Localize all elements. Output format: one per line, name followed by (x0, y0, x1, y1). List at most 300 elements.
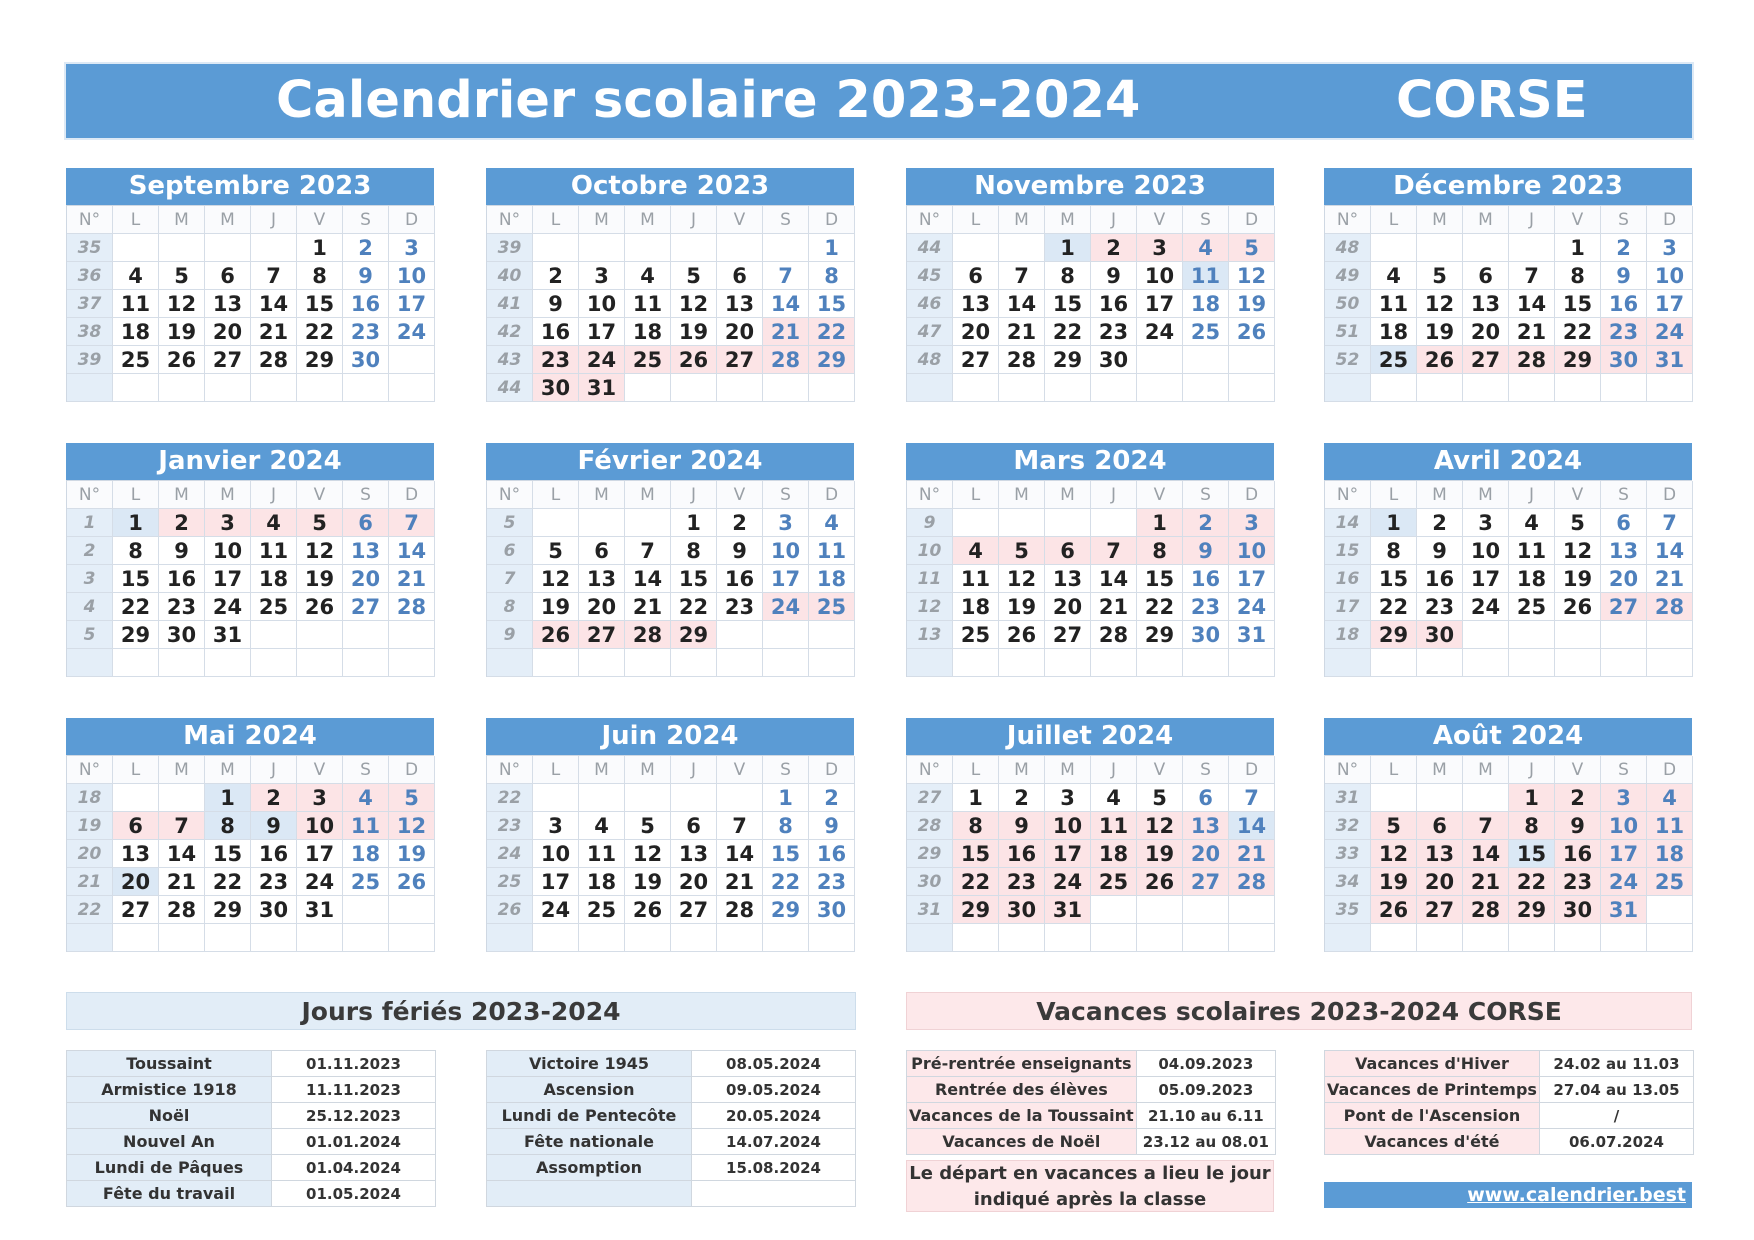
day-header: M (1417, 206, 1463, 234)
day-cell (389, 649, 435, 677)
day-cell: 29 (205, 896, 251, 924)
day-cell: 26 (1137, 868, 1183, 896)
day-cell: 26 (533, 621, 579, 649)
day-cell: 1 (297, 234, 343, 262)
day-header: S (763, 756, 809, 784)
day-cell: 18 (625, 318, 671, 346)
day-header: M (579, 756, 625, 784)
week-number (1325, 924, 1371, 952)
day-cell: 14 (625, 565, 671, 593)
day-cell (717, 621, 763, 649)
day-cell: 1 (1137, 509, 1183, 537)
day-cell: 17 (1463, 565, 1509, 593)
day-cell (717, 374, 763, 402)
day-cell (1509, 374, 1555, 402)
day-cell: 12 (1229, 262, 1275, 290)
day-cell: 13 (1601, 537, 1647, 565)
day-cell: 7 (1509, 262, 1555, 290)
day-cell: 6 (579, 537, 625, 565)
day-cell: 1 (1045, 234, 1091, 262)
day-cell: 8 (1371, 537, 1417, 565)
month-grid (66, 205, 434, 402)
week-number: 45 (907, 262, 953, 290)
day-header: D (1229, 756, 1275, 784)
day-cell: 6 (1183, 784, 1229, 812)
day-cell (343, 621, 389, 649)
day-cell: 18 (809, 565, 855, 593)
day-cell: 15 (1371, 565, 1417, 593)
day-cell: 12 (159, 290, 205, 318)
day-cell (1229, 924, 1275, 952)
day-cell: 18 (1371, 318, 1417, 346)
day-cell: 27 (1601, 593, 1647, 621)
day-cell: 21 (999, 318, 1045, 346)
day-cell: 19 (1371, 868, 1417, 896)
day-cell: 28 (763, 346, 809, 374)
day-header: V (717, 481, 763, 509)
day-header: J (1509, 481, 1555, 509)
day-cell (999, 509, 1045, 537)
day-header: S (1183, 756, 1229, 784)
day-cell: 21 (717, 868, 763, 896)
ferie-label: Toussaint (67, 1051, 272, 1077)
day-cell (625, 649, 671, 677)
day-cell (809, 649, 855, 677)
day-header: V (297, 481, 343, 509)
week-number: 16 (1325, 565, 1371, 593)
ferie-row (487, 1129, 856, 1155)
day-header: J (251, 756, 297, 784)
day-cell: 7 (763, 262, 809, 290)
day-cell: 30 (1183, 621, 1229, 649)
day-cell: 27 (205, 346, 251, 374)
month-calendar (66, 443, 434, 677)
day-cell: 5 (671, 262, 717, 290)
week-number: 18 (1325, 621, 1371, 649)
ferie-row (487, 1103, 856, 1129)
month-grid (1324, 205, 1692, 402)
day-cell (343, 924, 389, 952)
website-link[interactable]: www.calendrier.best (1324, 1182, 1692, 1208)
month-title: Septembre 2023 (66, 168, 434, 205)
day-cell: 2 (251, 784, 297, 812)
week-number: 31 (907, 896, 953, 924)
day-header: S (1601, 206, 1647, 234)
day-header: D (389, 756, 435, 784)
day-cell: 14 (717, 840, 763, 868)
day-cell: 10 (579, 290, 625, 318)
ferie-label: Lundi de Pentecôte (487, 1103, 692, 1129)
week-number: 20 (67, 840, 113, 868)
day-cell: 11 (1509, 537, 1555, 565)
day-cell: 22 (205, 868, 251, 896)
day-cell (1091, 896, 1137, 924)
day-cell: 13 (1417, 840, 1463, 868)
day-cell: 8 (809, 262, 855, 290)
day-cell: 21 (1229, 840, 1275, 868)
month-title: Août 2024 (1324, 718, 1692, 755)
day-cell: 8 (205, 812, 251, 840)
day-cell: 19 (297, 565, 343, 593)
day-cell: 7 (389, 509, 435, 537)
day-cell (763, 374, 809, 402)
day-cell: 6 (113, 812, 159, 840)
day-cell: 8 (1045, 262, 1091, 290)
day-header: N° (1325, 206, 1371, 234)
week-number: 25 (487, 868, 533, 896)
day-cell (1647, 374, 1693, 402)
day-cell: 21 (1509, 318, 1555, 346)
day-cell (533, 784, 579, 812)
day-cell: 3 (205, 509, 251, 537)
day-cell: 14 (1463, 840, 1509, 868)
day-cell: 27 (953, 346, 999, 374)
day-header: M (205, 206, 251, 234)
day-cell: 11 (251, 537, 297, 565)
vacance-row (1325, 1051, 1694, 1077)
day-cell: 23 (343, 318, 389, 346)
day-cell: 20 (1417, 868, 1463, 896)
day-cell (1463, 374, 1509, 402)
day-cell: 15 (1555, 290, 1601, 318)
day-cell: 4 (809, 509, 855, 537)
vacance-row (1325, 1103, 1694, 1129)
day-header: S (763, 206, 809, 234)
ferie-row (487, 1181, 856, 1207)
day-header: N° (907, 206, 953, 234)
ferie-label (487, 1181, 692, 1207)
day-cell: 7 (1463, 812, 1509, 840)
day-cell (251, 649, 297, 677)
day-header: J (1091, 481, 1137, 509)
vacance-label: Rentrée des élèves (907, 1077, 1137, 1103)
day-cell (763, 649, 809, 677)
day-cell: 31 (579, 374, 625, 402)
day-cell: 18 (343, 840, 389, 868)
vacance-date: 05.09.2023 (1136, 1077, 1275, 1103)
day-cell: 21 (1647, 565, 1693, 593)
day-header: L (1371, 206, 1417, 234)
day-cell: 22 (671, 593, 717, 621)
ferie-row (487, 1051, 856, 1077)
day-header: J (251, 481, 297, 509)
day-header: N° (1325, 756, 1371, 784)
day-cell: 21 (625, 593, 671, 621)
day-cell (717, 649, 763, 677)
week-number: 29 (907, 840, 953, 868)
month-grid (486, 480, 854, 677)
ferie-date: 01.01.2024 (272, 1129, 436, 1155)
vacance-date: 27.04 au 13.05 (1539, 1077, 1693, 1103)
day-cell: 11 (809, 537, 855, 565)
day-cell: 19 (999, 593, 1045, 621)
vacance-row (907, 1129, 1276, 1155)
day-cell: 4 (579, 812, 625, 840)
day-cell (1183, 896, 1229, 924)
week-number: 10 (907, 537, 953, 565)
day-cell: 3 (1229, 509, 1275, 537)
day-header: J (1091, 206, 1137, 234)
day-cell: 9 (717, 537, 763, 565)
week-number: 46 (907, 290, 953, 318)
week-number: 14 (1325, 509, 1371, 537)
day-cell (625, 924, 671, 952)
day-cell: 3 (579, 262, 625, 290)
day-cell: 14 (1091, 565, 1137, 593)
day-header: L (533, 206, 579, 234)
day-cell: 27 (113, 896, 159, 924)
month-title: Mars 2024 (906, 443, 1274, 480)
day-cell: 9 (1183, 537, 1229, 565)
day-cell (159, 924, 205, 952)
day-cell: 12 (625, 840, 671, 868)
day-header: V (1137, 206, 1183, 234)
day-cell (1509, 621, 1555, 649)
day-cell: 10 (205, 537, 251, 565)
day-cell: 16 (159, 565, 205, 593)
day-cell: 8 (1509, 812, 1555, 840)
day-cell: 26 (999, 621, 1045, 649)
day-cell (205, 374, 251, 402)
week-number: 12 (907, 593, 953, 621)
day-cell: 21 (159, 868, 205, 896)
day-cell: 16 (809, 840, 855, 868)
month-title: Juillet 2024 (906, 718, 1274, 755)
day-cell: 11 (1183, 262, 1229, 290)
day-cell: 24 (1647, 318, 1693, 346)
day-cell: 20 (671, 868, 717, 896)
vacance-date: 21.10 au 6.11 (1136, 1103, 1275, 1129)
day-cell: 27 (579, 621, 625, 649)
day-cell: 18 (579, 868, 625, 896)
day-cell (579, 234, 625, 262)
day-cell: 8 (671, 537, 717, 565)
day-cell: 21 (389, 565, 435, 593)
day-cell: 26 (389, 868, 435, 896)
day-cell (999, 374, 1045, 402)
day-cell: 1 (1371, 509, 1417, 537)
day-cell: 13 (953, 290, 999, 318)
day-cell: 25 (1647, 868, 1693, 896)
day-cell (1371, 649, 1417, 677)
day-cell: 17 (1647, 290, 1693, 318)
day-cell: 14 (251, 290, 297, 318)
day-header: M (1045, 481, 1091, 509)
day-cell: 25 (953, 621, 999, 649)
day-cell: 30 (533, 374, 579, 402)
day-header: M (999, 481, 1045, 509)
day-header: M (1417, 481, 1463, 509)
day-cell (763, 234, 809, 262)
week-number: 39 (487, 234, 533, 262)
ferie-row (67, 1077, 436, 1103)
day-cell: 24 (205, 593, 251, 621)
day-cell: 29 (1509, 896, 1555, 924)
day-cell: 2 (1183, 509, 1229, 537)
day-cell: 22 (1555, 318, 1601, 346)
day-header: V (1137, 756, 1183, 784)
day-header: L (1371, 756, 1417, 784)
ferie-date: 14.07.2024 (692, 1129, 856, 1155)
day-header: J (671, 206, 717, 234)
day-cell (1509, 649, 1555, 677)
day-cell (1647, 924, 1693, 952)
week-number: 41 (487, 290, 533, 318)
day-header: N° (487, 756, 533, 784)
ferie-date: 25.12.2023 (272, 1103, 436, 1129)
day-cell: 8 (1555, 262, 1601, 290)
day-header: M (1045, 206, 1091, 234)
day-cell: 4 (1509, 509, 1555, 537)
ferie-date: 01.04.2024 (272, 1155, 436, 1181)
week-number: 24 (487, 840, 533, 868)
day-cell: 9 (1417, 537, 1463, 565)
ferie-date: 11.11.2023 (272, 1077, 436, 1103)
month-grid (1324, 755, 1692, 952)
day-cell (625, 784, 671, 812)
day-cell: 13 (113, 840, 159, 868)
day-cell: 9 (159, 537, 205, 565)
week-number: 6 (487, 537, 533, 565)
day-cell (297, 374, 343, 402)
day-cell: 24 (1229, 593, 1275, 621)
day-cell: 12 (1555, 537, 1601, 565)
day-cell: 22 (953, 868, 999, 896)
day-cell: 10 (1045, 812, 1091, 840)
day-cell (1555, 924, 1601, 952)
day-header: N° (1325, 481, 1371, 509)
day-cell: 28 (159, 896, 205, 924)
week-number: 9 (487, 621, 533, 649)
week-number: 48 (1325, 234, 1371, 262)
day-cell: 10 (763, 537, 809, 565)
vacances-table-right (1324, 1050, 1694, 1155)
day-cell: 31 (1045, 896, 1091, 924)
day-cell (1417, 924, 1463, 952)
day-cell (533, 649, 579, 677)
month-title: Octobre 2023 (486, 168, 854, 205)
day-cell: 20 (1183, 840, 1229, 868)
day-cell: 31 (1229, 621, 1275, 649)
day-cell: 9 (533, 290, 579, 318)
day-cell: 15 (671, 565, 717, 593)
day-cell: 26 (1229, 318, 1275, 346)
day-header: M (625, 206, 671, 234)
day-cell: 23 (159, 593, 205, 621)
day-cell: 30 (809, 896, 855, 924)
day-cell: 3 (1463, 509, 1509, 537)
vacance-label: Pré-rentrée enseignants (907, 1051, 1137, 1077)
day-cell: 15 (297, 290, 343, 318)
day-header: S (1183, 206, 1229, 234)
month-calendar (66, 168, 434, 402)
day-cell: 26 (297, 593, 343, 621)
vacance-row (1325, 1129, 1694, 1155)
day-cell (579, 649, 625, 677)
day-cell (999, 234, 1045, 262)
day-cell: 3 (389, 234, 435, 262)
ferie-label: Lundi de Pâques (67, 1155, 272, 1181)
day-cell: 14 (1647, 537, 1693, 565)
month-calendar (486, 443, 854, 677)
week-number: 4 (67, 593, 113, 621)
week-number: 44 (487, 374, 533, 402)
day-cell (1183, 924, 1229, 952)
vacance-label: Vacances de la Toussaint (907, 1103, 1137, 1129)
day-cell: 16 (1601, 290, 1647, 318)
ferie-label: Armistice 1918 (67, 1077, 272, 1103)
day-cell (1601, 649, 1647, 677)
month-calendar (906, 443, 1274, 677)
day-cell: 24 (1601, 868, 1647, 896)
day-cell (809, 374, 855, 402)
week-number: 47 (907, 318, 953, 346)
day-cell: 18 (251, 565, 297, 593)
day-header: S (1601, 756, 1647, 784)
day-cell: 28 (389, 593, 435, 621)
day-cell (1091, 924, 1137, 952)
day-cell: 6 (205, 262, 251, 290)
week-number: 8 (487, 593, 533, 621)
week-number: 3 (67, 565, 113, 593)
day-cell: 1 (1555, 234, 1601, 262)
day-cell (1647, 649, 1693, 677)
day-cell: 27 (1417, 896, 1463, 924)
day-cell: 2 (1417, 509, 1463, 537)
day-header: L (1371, 481, 1417, 509)
day-cell (763, 621, 809, 649)
day-cell: 26 (1417, 346, 1463, 374)
day-cell: 21 (1091, 593, 1137, 621)
ferie-row (487, 1155, 856, 1181)
day-cell: 2 (1601, 234, 1647, 262)
day-cell: 1 (671, 509, 717, 537)
day-cell (579, 924, 625, 952)
month-grid (1324, 480, 1692, 677)
day-cell: 27 (343, 593, 389, 621)
day-cell: 14 (159, 840, 205, 868)
ferie-row (67, 1103, 436, 1129)
day-cell: 12 (1417, 290, 1463, 318)
day-cell: 8 (113, 537, 159, 565)
week-number (907, 649, 953, 677)
week-number: 35 (67, 234, 113, 262)
day-cell (953, 374, 999, 402)
day-header: M (205, 481, 251, 509)
day-cell: 14 (763, 290, 809, 318)
ferie-row (67, 1051, 436, 1077)
week-number: 7 (487, 565, 533, 593)
day-cell: 29 (763, 896, 809, 924)
day-cell: 19 (625, 868, 671, 896)
region-name: CORSE (1396, 71, 1588, 130)
day-cell: 25 (113, 346, 159, 374)
day-header: M (999, 206, 1045, 234)
day-cell (1463, 784, 1509, 812)
day-cell (1371, 924, 1417, 952)
day-header: M (625, 481, 671, 509)
week-number: 22 (487, 784, 533, 812)
day-cell: 26 (1555, 593, 1601, 621)
month-title: Janvier 2024 (66, 443, 434, 480)
day-cell: 16 (343, 290, 389, 318)
day-cell: 11 (343, 812, 389, 840)
day-cell: 17 (1229, 565, 1275, 593)
day-cell (1417, 234, 1463, 262)
day-header: N° (67, 756, 113, 784)
day-cell (579, 784, 625, 812)
day-cell: 7 (251, 262, 297, 290)
